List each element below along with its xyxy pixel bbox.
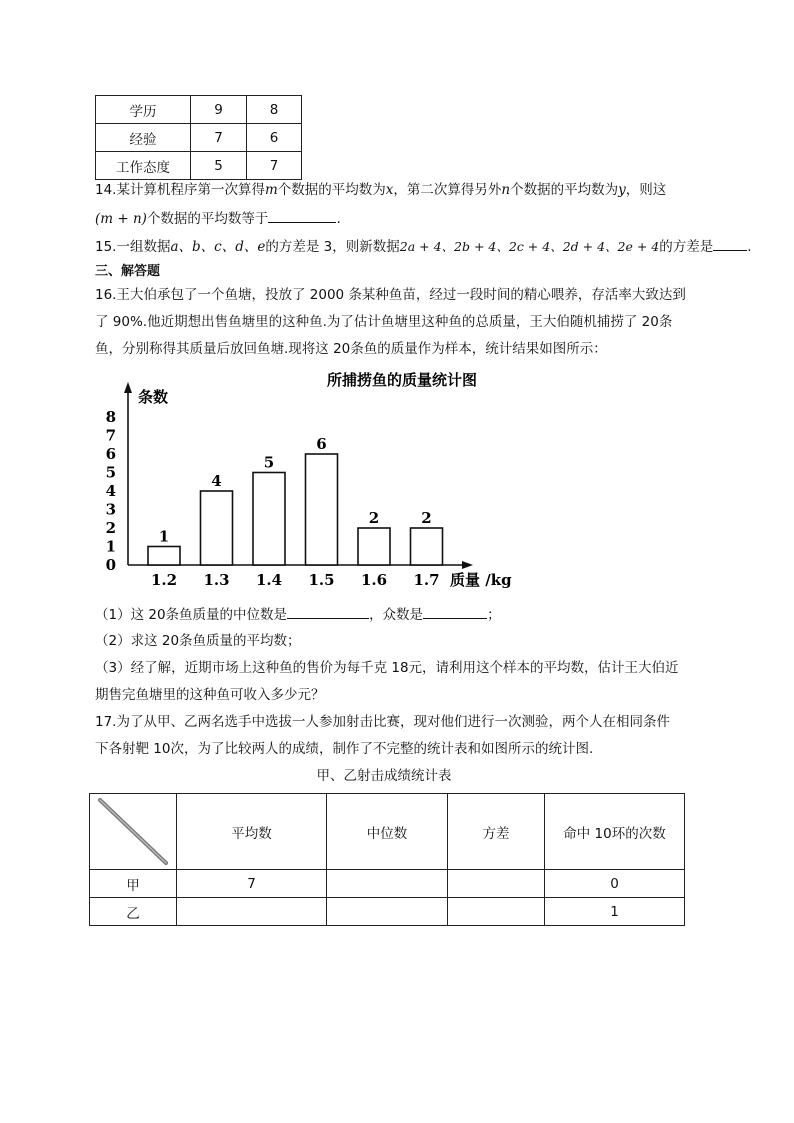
bar-value-label: 6 bbox=[316, 435, 327, 453]
q14-var-mn: (m + n) bbox=[95, 211, 147, 227]
column-header: 平均数 bbox=[177, 794, 327, 870]
score-cell: 5 bbox=[191, 152, 247, 180]
shooting-stats-table bbox=[89, 793, 685, 926]
question-14-line2 bbox=[95, 208, 341, 229]
diagonal-header-cell bbox=[90, 794, 177, 870]
stat-cell bbox=[327, 870, 448, 898]
y-tick-label: 0 bbox=[105, 556, 116, 574]
y-tick-label: 4 bbox=[105, 482, 116, 500]
q15-vars: a、b、c、d、e bbox=[170, 239, 266, 255]
bar-value-label: 5 bbox=[263, 453, 275, 472]
q16-sub3-line2: 期售完鱼塘里的这种鱼可收入多少元？ bbox=[95, 687, 325, 703]
q14-var-n: n bbox=[501, 182, 511, 198]
column-header: 命中 10环的次数 bbox=[545, 794, 685, 870]
q16-sub1-text-1: （1）这 20条鱼质量的中位数是 bbox=[95, 607, 288, 623]
stat-cell bbox=[327, 898, 448, 926]
y-tick-label: 3 bbox=[105, 500, 116, 519]
q15-expr: 2a + 4、2b + 4、2c + 4、2d + 4、2e + 4 bbox=[399, 239, 660, 254]
y-axis-arrow bbox=[124, 382, 132, 393]
q14-text-2: 个数据的平均数为 bbox=[277, 182, 386, 198]
stat-cell bbox=[177, 898, 327, 926]
x-tick-label: 1.5 bbox=[308, 571, 335, 589]
chart-title: 所捕捞鱼的质量统计图 bbox=[326, 371, 478, 389]
y-axis-label: 条数 bbox=[138, 388, 169, 406]
median-blank[interactable] bbox=[287, 604, 369, 619]
table-caption: 甲、乙射击成绩统计表 bbox=[316, 768, 452, 784]
player-name-cell: 甲 bbox=[90, 870, 177, 898]
x-axis-arrow bbox=[462, 561, 473, 569]
column-header: 中位数 bbox=[327, 794, 448, 870]
fish-mass-chart bbox=[100, 362, 520, 602]
q17-line1: 17.为了从甲、乙两名选手中选拔一人参加射击比赛，现对他们进行一次测验，两个人在相同条件 bbox=[95, 714, 670, 730]
q16-sub1 bbox=[95, 604, 501, 625]
player-name-cell: 乙 bbox=[90, 898, 177, 926]
stat-cell bbox=[448, 870, 545, 898]
q14-text-4: 个数据的平均数为 bbox=[510, 182, 619, 198]
x-tick-label: 1.6 bbox=[360, 571, 388, 589]
bar-value-label: 1 bbox=[158, 527, 170, 546]
q14-text-1: 14.某计算机程序第一次算得 bbox=[95, 182, 265, 198]
y-tick-label: 8 bbox=[105, 408, 116, 426]
x-axis-label: 质量 /kg bbox=[450, 571, 512, 589]
stat-cell bbox=[448, 898, 545, 926]
answer-blank[interactable] bbox=[713, 236, 747, 251]
y-tick-label: 1 bbox=[105, 537, 116, 556]
bar bbox=[411, 528, 443, 565]
x-tick-label: 1.4 bbox=[255, 571, 283, 589]
q15-end: . bbox=[747, 239, 752, 255]
q17-line2: 下各射靶 10次，为了比较两人的成绩，制作了不完整的统计表和如图所示的统计图. bbox=[95, 741, 594, 757]
q16-sub3-line1: （3）经了解，近期市场上这种鱼的售价为每千克 18元，请利用这个样本的平均数，估计王大伯近 bbox=[95, 660, 679, 676]
q14-var-y: y bbox=[618, 182, 626, 198]
q14-text-5: ，则这 bbox=[625, 182, 667, 198]
bar-value-label: 2 bbox=[421, 509, 432, 527]
answer-blank[interactable] bbox=[268, 208, 336, 223]
score-cell: 8 bbox=[247, 96, 302, 124]
q16-line1: 16.王大伯承包了一个鱼塘，投放了 2000 条某种鱼苗，经过一段时间的精心喂养，存活率大致达到 bbox=[95, 287, 686, 303]
y-tick-label: 2 bbox=[105, 519, 116, 537]
mode-blank[interactable] bbox=[423, 604, 487, 619]
y-tick-label: 6 bbox=[105, 445, 116, 463]
q16-line2: 了 90%.他近期想出售鱼塘里的这种鱼.为了估计鱼塘里这种鱼的总质量，王大伯随机捕捞了 20条 bbox=[95, 314, 673, 330]
q16-sub1-text-3: ； bbox=[487, 607, 501, 623]
bar-value-label: 2 bbox=[368, 509, 380, 527]
q16-line3: 鱼，分别称得其质量后放回鱼塘.现将这 20条鱼的质量作为样本，统计结果如图所示： bbox=[95, 341, 607, 357]
q16-sub1-text-2: ，众数是 bbox=[369, 607, 424, 623]
bar bbox=[201, 491, 233, 565]
criterion-cell: 工作态度 bbox=[96, 152, 191, 180]
criterion-cell: 学历 bbox=[96, 96, 191, 124]
bar-value-label: 4 bbox=[211, 472, 222, 490]
evaluation-row bbox=[96, 96, 302, 124]
score-cell: 6 bbox=[247, 124, 302, 152]
section-heading: 三、解答题 bbox=[95, 264, 161, 279]
score-cell: 7 bbox=[191, 124, 247, 152]
evaluation-table bbox=[95, 95, 302, 180]
player-row bbox=[90, 870, 685, 898]
question-14-line1 bbox=[95, 180, 666, 200]
x-tick-label: 1.2 bbox=[150, 571, 178, 589]
x-tick-label: 1.7 bbox=[413, 571, 440, 589]
q14-text-6: 个数据的平均数等于 bbox=[146, 211, 269, 227]
evaluation-row bbox=[96, 124, 302, 152]
stat-cell: 0 bbox=[545, 870, 685, 898]
bar bbox=[253, 473, 285, 566]
x-tick-label: 1.3 bbox=[203, 571, 230, 589]
player-row bbox=[90, 898, 685, 926]
bar bbox=[148, 547, 180, 566]
q14-var-m: m bbox=[264, 182, 278, 198]
y-tick-label: 7 bbox=[105, 426, 116, 445]
criterion-cell: 经验 bbox=[96, 124, 191, 152]
stat-cell: 1 bbox=[545, 898, 685, 926]
q14-end: . bbox=[336, 211, 341, 227]
score-cell: 9 bbox=[191, 96, 247, 124]
bar bbox=[358, 528, 390, 565]
score-cell: 7 bbox=[247, 152, 302, 180]
diagonal-line-icon bbox=[90, 794, 176, 869]
column-header: 方差 bbox=[448, 794, 545, 870]
q15-text-1: 15.一组数据 bbox=[95, 239, 171, 255]
q14-var-x: x bbox=[385, 182, 394, 198]
q15-text-2: 的方差是 3，则新数据 bbox=[265, 239, 400, 255]
stat-cell: 7 bbox=[177, 870, 327, 898]
header-row bbox=[90, 794, 685, 870]
bar bbox=[306, 454, 338, 565]
q15-text-3: 的方差是 bbox=[659, 239, 714, 255]
q16-sub2: （2）求这 20条鱼质量的平均数； bbox=[95, 633, 301, 649]
question-15 bbox=[95, 236, 752, 257]
evaluation-row bbox=[96, 152, 302, 180]
y-tick-label: 5 bbox=[105, 463, 116, 482]
q14-text-3: ，第二次算得另外 bbox=[393, 182, 502, 198]
